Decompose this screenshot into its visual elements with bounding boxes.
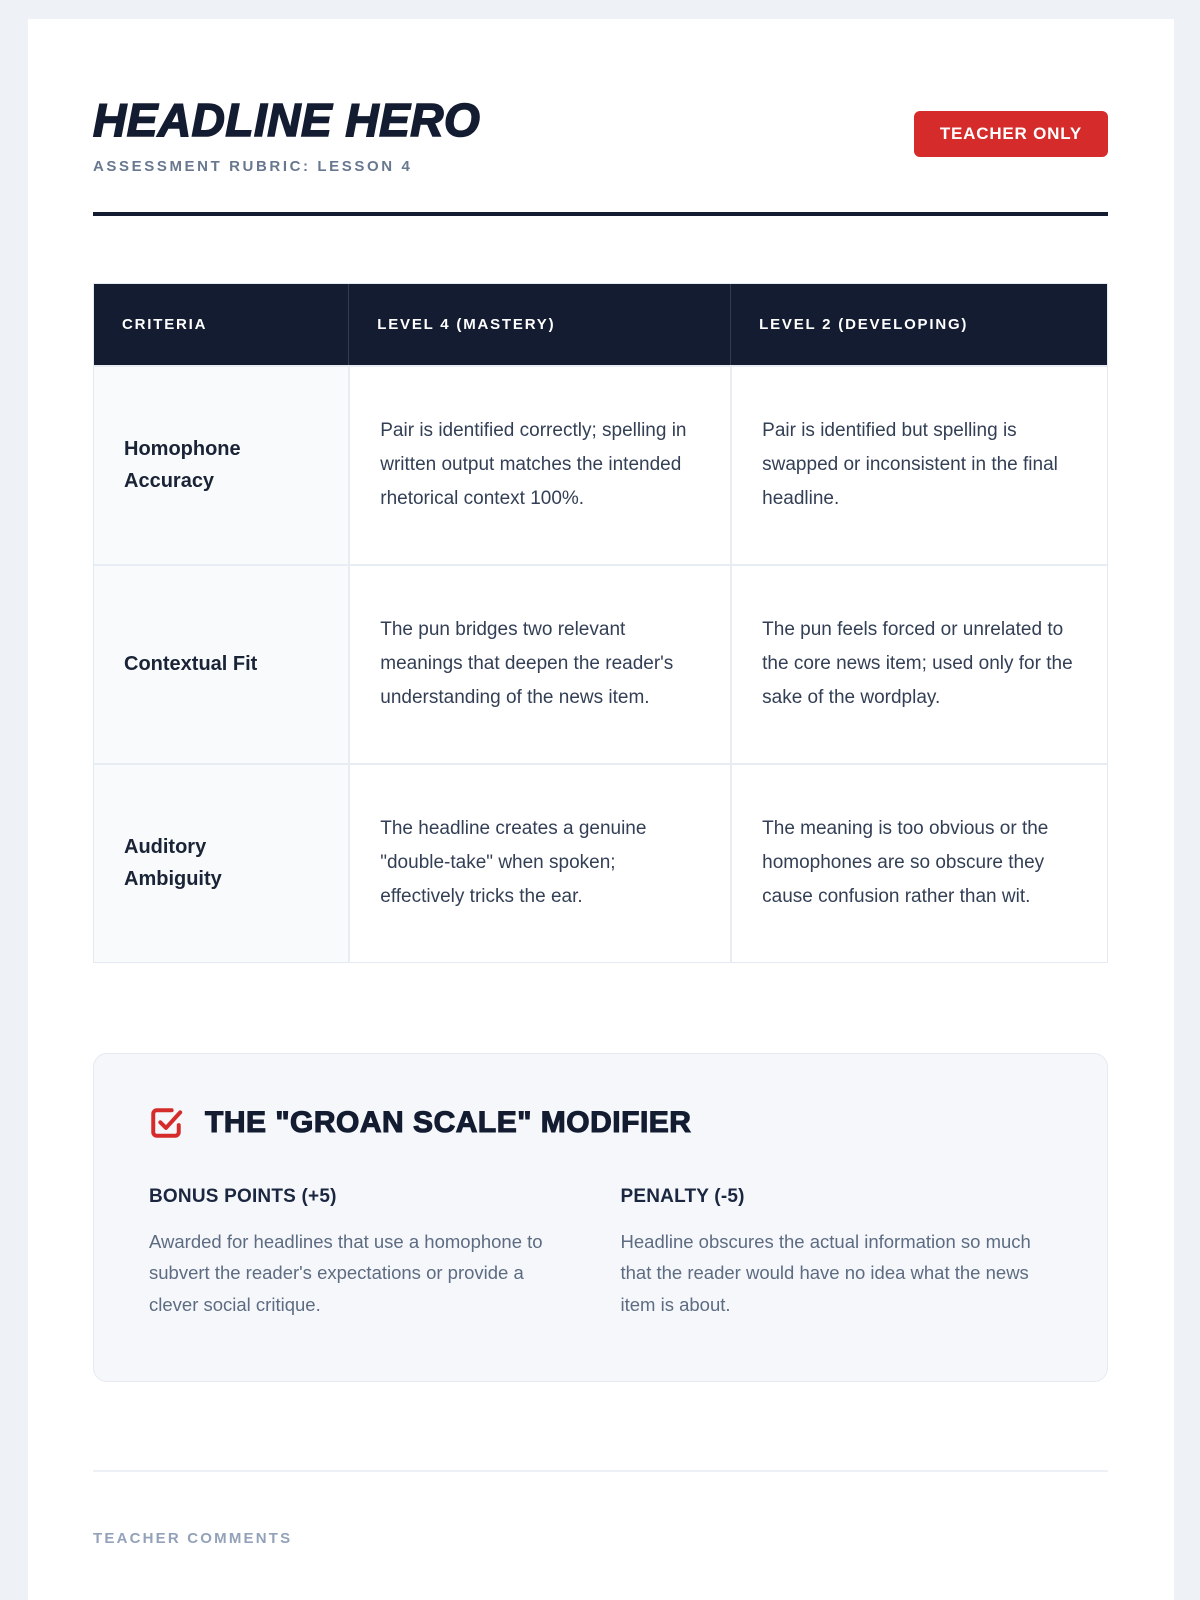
groan-scale-modifier-panel	[93, 1053, 1108, 1382]
table-row-criteria: Auditory Ambiguity	[94, 763, 348, 962]
teacher-only-badge: TEACHER ONLY	[914, 111, 1108, 157]
table-cell-level2: The pun feels forced or unrelated to the core news item; used only for the sake of the wordplay.	[730, 564, 1107, 763]
rubric-sheet	[28, 19, 1174, 1600]
page-title: HEADLINE HERO	[93, 94, 481, 146]
table-row-criteria: Contextual Fit	[94, 564, 348, 763]
column-header-level4: LEVEL 4 (MASTERY)	[348, 284, 730, 365]
page-subtitle: ASSESSMENT RUBRIC: LESSON 4	[93, 157, 413, 175]
bonus-column	[149, 1186, 576, 1321]
header	[93, 95, 1108, 175]
column-header-level2: LEVEL 2 (DEVELOPING)	[730, 284, 1107, 365]
table-cell-level4: The headline creates a genuine "double-take" when spoken; effectively tricks the ear.	[348, 763, 730, 962]
table-row-criteria: Homophone Accuracy	[94, 365, 348, 564]
header-titles	[93, 95, 480, 175]
check-square-icon	[149, 1106, 183, 1140]
penalty-column	[621, 1186, 1048, 1321]
rubric-table	[93, 283, 1108, 963]
bonus-description: Awarded for headlines that use a homophone to subvert the reader's expectations or provide a clever social critique.	[149, 1230, 543, 1316]
penalty-heading: PENALTY (-5)	[620, 1185, 745, 1207]
penalty-description: Headline obscures the actual information so much that the reader would have no idea what the news item is about.	[620, 1230, 1031, 1316]
bonus-heading: BONUS POINTS (+5)	[149, 1185, 337, 1207]
table-cell-level4: The pun bridges two relevant meanings that deepen the reader's understanding of the news item.	[348, 564, 730, 763]
table-cell-level2: The meaning is too obvious or the homophones are so obscure they cause confusion rather than wit.	[730, 763, 1107, 962]
table-cell-level4: Pair is identified correctly; spelling in written output matches the intended rhetorical context 100%.	[348, 365, 730, 564]
header-divider	[93, 212, 1108, 216]
footer-divider	[93, 1470, 1108, 1472]
modifier-title: THE "GROAN SCALE" MODIFIER	[205, 1105, 692, 1139]
table-cell-level2: Pair is identified but spelling is swapped or inconsistent in the final headline.	[730, 365, 1107, 564]
modifier-heading-row	[149, 1106, 1047, 1140]
modifier-columns	[149, 1186, 1047, 1321]
column-header-criteria: CRITERIA	[94, 284, 348, 365]
teacher-comments-label: TEACHER COMMENTS	[93, 1530, 293, 1548]
